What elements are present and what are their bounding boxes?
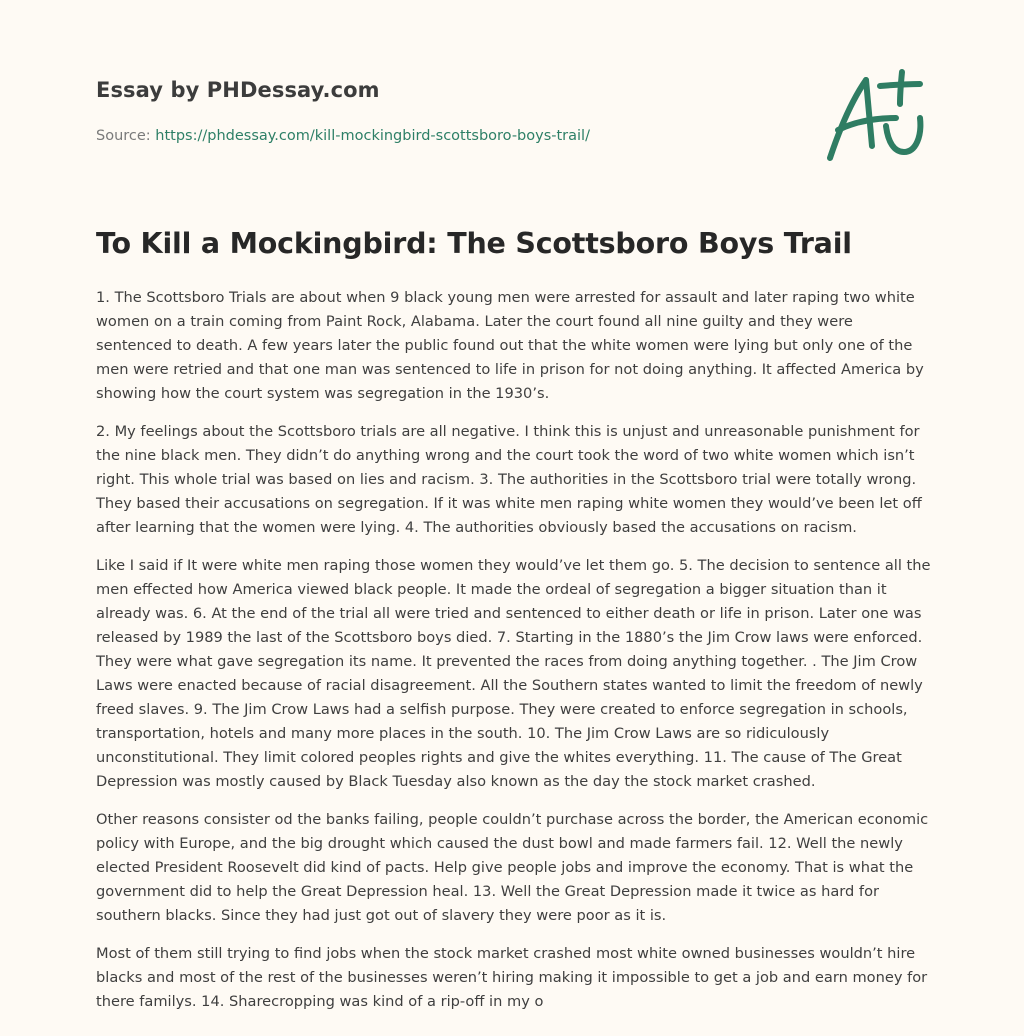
essay-paragraph: Most of them still trying to find jobs when the stock market crashed most white owned businesses wouldn’t hire blacks and most of the rest of the businesses weren’t hiring making it impossible to get a job and earn money for there familys. 14. Sharecropping was kind of a rip-off in my o	[96, 945, 928, 1010]
source-line	[96, 126, 816, 146]
essay-paragraph: Other reasons consister od the banks failing, people couldn’t purchase across the border, the American economic policy with Europe, and the big drought which caused the dust bowl and made farmers fail. 12. Well the newly elected President Roosevelt did kind of pacts. Help give people jobs and improve the economy. That is what the government did to help the Great Depression heal. 13. Well the Great Depression made it twice as hard for southern blacks. Since they had just got out of slavery they were poor as it is.	[96, 811, 929, 924]
site-title: Essay by PHDessay.com	[96, 78, 380, 102]
essay-body	[96, 286, 932, 1028]
essay-title: To Kill a Mockingbird: The Scottsboro Boys Trail	[96, 227, 852, 260]
a-plus-grade-icon	[822, 66, 932, 166]
essay-paragraph: 1. The Scottsboro Trials are about when 9 black young men were arrested for assault and later raping two white women on a train coming from Paint Rock, Alabama. Later the court found all nine guilty and they were sentenced to death. A few years later the public found out that the white women were lying but only one of the men were retried and that one man was sentenced to life in prison for not doing anything. It affected America by showing how the court system was segregation in the 1930’s.	[96, 289, 924, 402]
page-header	[96, 76, 816, 146]
essay-paragraph: 2. My feelings about the Scottsboro trials are all negative. I think this is unjust and unreasonable punishment for the nine black men. They didn’t do anything wrong and the court took the word of two white women which isn’t right. This whole trial was based on lies and racism. 3. The authorities in the Scottsboro trial were totally wrong. They based their accusations on segregation. If it was white men raping white women they would’ve been let off after learning that the women were lying. 4. The authorities obviously based the accusations on racism.	[96, 423, 922, 536]
essay-paragraph: Like I said if It were white men raping those women they would’ve let them go. 5. The decision to sentence all the men effected how America viewed black people. It made the ordeal of segregation a bigger situation than it already was. 6. At the end of the trial all were tried and sentenced to either death or life in prison. Later one was released by 1989 the last of the Scottsboro boys died. 7. Starting in the 1880’s the Jim Crow laws were enforced. They were what gave segregation its name. It prevented the races from doing anything together. . The Jim Crow Laws were enacted because of racial disagreement. All the Southern states wanted to limit the freedom of newly freed slaves. 9. The Jim Crow Laws had a selfish purpose. They were created to enforce segregation in schools, transportation, hotels and many more places in the south. 10. The Jim Crow Laws are so ridiculously unconstitutional. They limit colored peoples rights and give the whites everything. 11. The cause of The Great Depression was mostly caused by Black Tuesday also known as the day the stock market crashed.	[96, 557, 931, 790]
source-link[interactable]: https://phdessay.com/kill-mockingbird-scottsboro-boys-trail/	[155, 128, 590, 144]
source-label: Source:	[96, 128, 156, 144]
